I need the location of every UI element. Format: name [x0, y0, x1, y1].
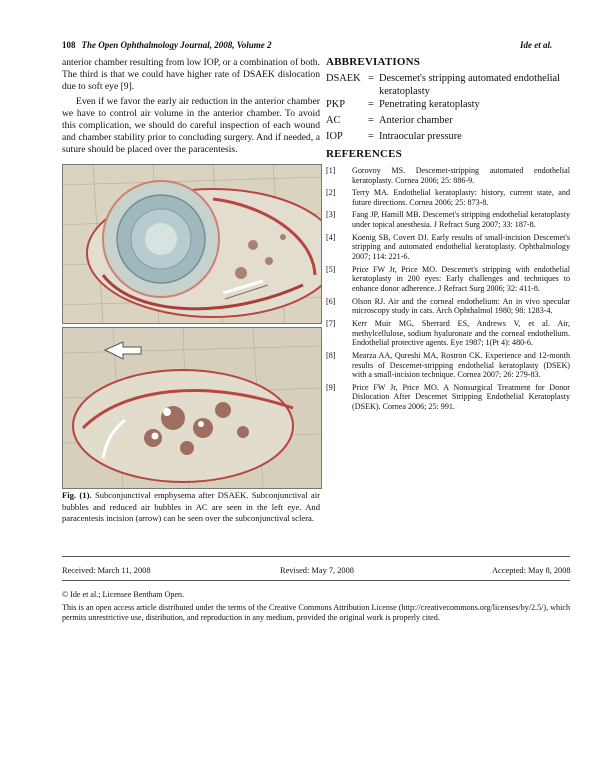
divider-line	[62, 580, 570, 581]
journal-title: The Open Ophthalmology Journal, 2008, Volume 2	[81, 40, 272, 50]
copyright-line: © Ide et al.; Licensee Bentham Open.	[62, 590, 185, 599]
reference-number: [2]	[326, 188, 336, 198]
abbreviation-definition: Penetrating keratoplasty	[379, 99, 480, 110]
reference-text: Price FW Jr, Price MO. A Nonsurgical Treatment for Donor Dislocation After Descemet Stripping Endothelial Keratoplasty (DSEK). Cornea 2006; 25: 991.	[352, 382, 570, 412]
abbreviation-term: AC	[326, 115, 341, 126]
reference-number: [6]	[326, 296, 336, 306]
reference-number: [7]	[326, 318, 336, 328]
abbreviation-definition: Descemet's stripping automated endothelial keratoplasty	[379, 73, 561, 97]
abbreviation-term: IOP	[326, 131, 343, 142]
figure-caption-text: Subconjunctival emphysema after DSAEK. Subconjunctival air bubbles and reduced air bubbles in AC are seen in the left eye. And paracentesis incision (arrow) can be seen over the subconjunctival sclera.	[62, 490, 320, 523]
figure-image-bottom	[62, 327, 322, 489]
reference-text: Gorovoy MS. Descemet-stripping automated endothelial keratoplasty. Cornea 2006; 25: 886-9.	[352, 166, 570, 185]
reference-item	[326, 265, 570, 294]
reference-number: [5]	[326, 264, 336, 274]
reference-item	[326, 297, 570, 317]
reference-text: Olson RJ. Air and the corneal endothelium: An in vivo specular microscopy study in cats. Arch Ophthalmol 1980; 98: 1283-4.	[352, 296, 570, 316]
reference-text: Fang JP, Hamill MB. Descemet's stripping endothelial keratoplasty under topical anesthesia. J Refract Surg 2007; 33: 187-8.	[352, 210, 570, 230]
received-date: Received: March 11, 2008	[62, 566, 151, 575]
reference-item	[326, 210, 570, 230]
abbreviation-equals: =	[368, 73, 374, 84]
accepted-date: Accepted: May 8, 2008	[492, 566, 571, 575]
body-paragraph-1: anterior chamber resulting from low IOP, or a combination of both. The third is that we could have higher rate of DSAEK dislocation due to soft eye [9].	[62, 57, 320, 92]
license-text: This is an open access article distributed under the terms of the Creative Commons Attribution License (http://creativecommons.org/licenses/by/2.5/), which permits unrestrictive use, distribution, and reproduction in any medium, provided the original work is properly cited.	[62, 603, 570, 623]
abbreviation-definition: Intraocular pressure	[379, 131, 462, 142]
reference-number: [3]	[326, 210, 336, 220]
reference-text: Koenig SB, Covert DJ. Early results of small-incision Descemet's stripping and automated endothelial keratoplasty. Ophthalmology 2007; 114: 221-6.	[352, 232, 570, 262]
abbreviation-equals: =	[368, 99, 374, 110]
reference-item	[326, 383, 570, 412]
reference-text: Kerr Muir MG, Sherrard ES, Andrews V, et al. Air, methylcellulose, sodium hyaluronate and the corneal endothelium. Endothelial protective agents. Eye 1987; 1(Pt 4): 480-6.	[352, 318, 570, 348]
reference-number: [9]	[326, 382, 336, 392]
figure-image-top	[62, 164, 322, 324]
reference-item	[326, 351, 570, 380]
body-paragraph-2: Even if we favor the early air reduction in the anterior chamber we have to control air volume in the anterior chamber. To avoid this complication, we should do careful inspection of each wound and chamber stability prior to concluding surgery. And if needed, a suture should be placed over the paracentesis.	[62, 96, 320, 155]
abbreviations-heading: ABBREVIATIONS	[326, 56, 421, 68]
divider-line	[62, 556, 570, 557]
running-header-left	[62, 40, 272, 50]
references-heading: REFERENCES	[326, 148, 402, 160]
abbreviation-equals: =	[368, 131, 374, 142]
page-number: 108	[62, 40, 76, 50]
references-list	[326, 166, 570, 415]
abbreviation-term: PKP	[326, 99, 346, 110]
reference-text: Terry MA. Endothelial keratoplasty: history, current state, and future directions. Cornea 2006; 25: 873-8.	[352, 188, 570, 207]
figure-caption	[62, 490, 320, 525]
reference-text: Mearza AA, Qureshi MA, Rostron CK. Experience and 12-month results of Descemet-stripping endothelial keratoplasty (DSEK) with a small-incision technique. Cornea 2007; 26: 279-83.	[352, 350, 570, 380]
reference-item	[326, 188, 570, 208]
revised-date: Revised: May 7, 2008	[280, 566, 354, 575]
reference-number: [8]	[326, 350, 336, 360]
reference-number: [1]	[326, 166, 336, 175]
reference-item	[326, 166, 570, 186]
reference-text: Price FW Jr, Price MO. Descemet's stripping with endothelial keratoplasty in 200 eyes: Early challenges and techniques to enhance donor adherence. J Refract Surg 2006; 32: 411-8.	[352, 264, 570, 294]
figure-caption-label: Fig. (1).	[62, 490, 92, 500]
abbreviation-definition: Anterior chamber	[379, 115, 453, 126]
abbreviation-term: DSAEK	[326, 73, 361, 84]
abbreviation-equals: =	[368, 115, 374, 126]
running-header-authors: Ide et al.	[520, 40, 553, 50]
reference-item	[326, 233, 570, 262]
reference-item	[326, 319, 570, 348]
reference-number: [4]	[326, 232, 336, 242]
